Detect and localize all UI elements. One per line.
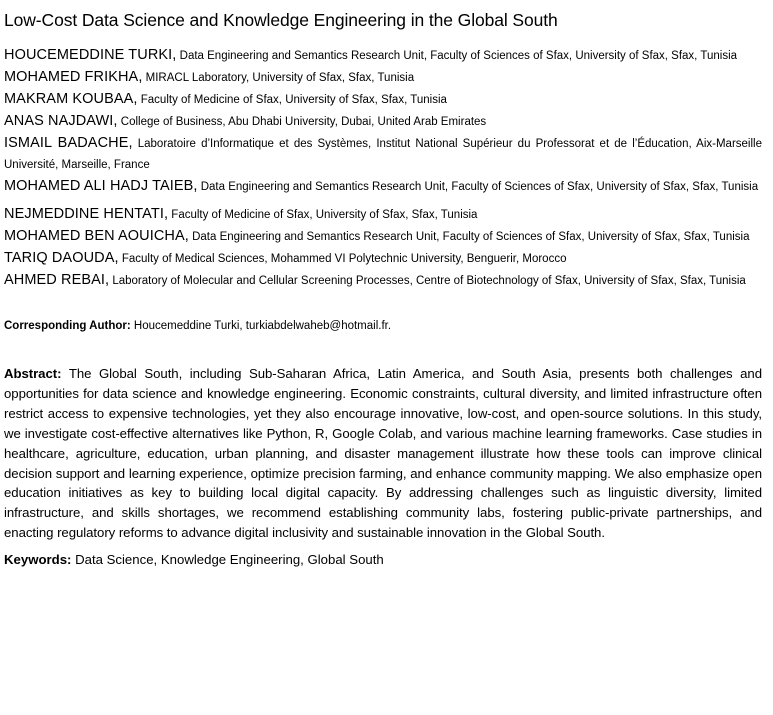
author-entry <box>4 226 762 248</box>
author-name: NEJMEDDINE HENTATI, <box>4 206 169 222</box>
author-list <box>4 45 762 292</box>
author-affiliation: Laboratoire d’Informatique et des Systèmes, Institut National Supérieur du Professorat et de l’Éducation, Aix-Marseille Université, Marseille, France <box>4 138 762 171</box>
author-entry <box>4 204 762 226</box>
author-name: HOUCEMEDDINE TURKI, <box>4 47 177 63</box>
author-name: AHMED REBAI, <box>4 272 110 288</box>
keywords-label: Keywords: <box>4 552 72 568</box>
keywords-text: Data Science, Knowledge Engineering, Global South <box>75 552 384 568</box>
author-entry <box>4 111 762 133</box>
abstract-label: Abstract: <box>4 366 62 381</box>
author-entry <box>4 45 762 67</box>
author-affiliation: MIRACL Laboratory, University of Sfax, Sfax, Tunisia <box>145 72 415 84</box>
author-affiliation: Faculty of Medicine of Sfax, University of Sfax, Sfax, Tunisia <box>171 209 478 221</box>
author-name: ISMAIL BADACHE, <box>4 135 133 151</box>
author-entry <box>4 176 762 198</box>
author-name: MOHAMED ALI HADJ TAIEB, <box>4 178 198 194</box>
author-affiliation: College of Business, Abu Dhabi University, Dubai, United Arab Emirates <box>120 116 487 128</box>
author-affiliation: Faculty of Medical Sciences, Mohammed VI Polytechnic University, Benguerir, Morocco <box>121 253 567 265</box>
author-name: MAKRAM KOUBAA, <box>4 91 138 107</box>
author-entry <box>4 89 762 111</box>
paper-title: Low-Cost Data Science and Knowledge Engineering in the Global South <box>4 10 558 30</box>
author-affiliation: Data Engineering and Semantics Research Unit, Faculty of Sciences of Sfax, University of Sfax, Sfax, Tunisia <box>179 50 738 62</box>
corresponding-author-label: Corresponding Author: <box>4 320 131 332</box>
author-affiliation: Data Engineering and Semantics Research Unit, Faculty of Sciences of Sfax, University of Sfax, Sfax, Tunisia <box>192 231 750 243</box>
author-entry <box>4 248 762 270</box>
author-affiliation: Laboratory of Molecular and Cellular Screening Processes, Centre of Biotechnology of Sfax, University of Sfax, Sfax, Tunisia <box>112 275 746 287</box>
author-affiliation: Data Engineering and Semantics Research Unit, Faculty of Sciences of Sfax, University of Sfax, Sfax, Tunisia <box>200 181 759 193</box>
keywords <box>4 550 762 569</box>
author-affiliation: Faculty of Medicine of Sfax, University of Sfax, Sfax, Tunisia <box>140 94 447 106</box>
abstract <box>4 364 762 543</box>
author-name: MOHAMED FRIKHA, <box>4 69 143 85</box>
author-entry <box>4 67 762 89</box>
paper-page <box>4 0 762 569</box>
author-name: MOHAMED BEN AOUICHA, <box>4 228 189 244</box>
abstract-text: The Global South, including Sub-Saharan Africa, Latin America, and South Asia, presents both challenges and opportunities for data science and knowledge engineering. Economic constraints, cultural diversity, and limited infrastructure often restrict access to expensive technologies, yet they also encourage innovative, low-cost, and open-source solutions. In this study, we investigate cost-effective alternatives like Python, R, Google Colab, and various machine learning frameworks. Case studies in healthcare, agriculture, education, urban planning, and disaster management illustrate how these tools can improve clinical decision support and learning experience, optimize precision farming, and enhance community mapping. We also emphasize open education initiatives as key to building local digital capacity. By addressing challenges such as linguistic diversity, limited infrastructure, and skills shortages, we recommend establishing community labs, fostering public-private partnerships, and enacting regulatory reforms to advance digital inclusivity and sustainable innovation in the Global South. <box>4 366 762 541</box>
corresponding-author <box>4 318 762 334</box>
corresponding-author-text: Houcemeddine Turki, turkiabdelwaheb@hotmail.fr. <box>133 320 392 332</box>
author-entry <box>4 133 762 176</box>
author-name: TARIQ DAOUDA, <box>4 250 119 266</box>
author-entry <box>4 270 762 292</box>
author-name: ANAS NAJDAWI, <box>4 113 118 129</box>
